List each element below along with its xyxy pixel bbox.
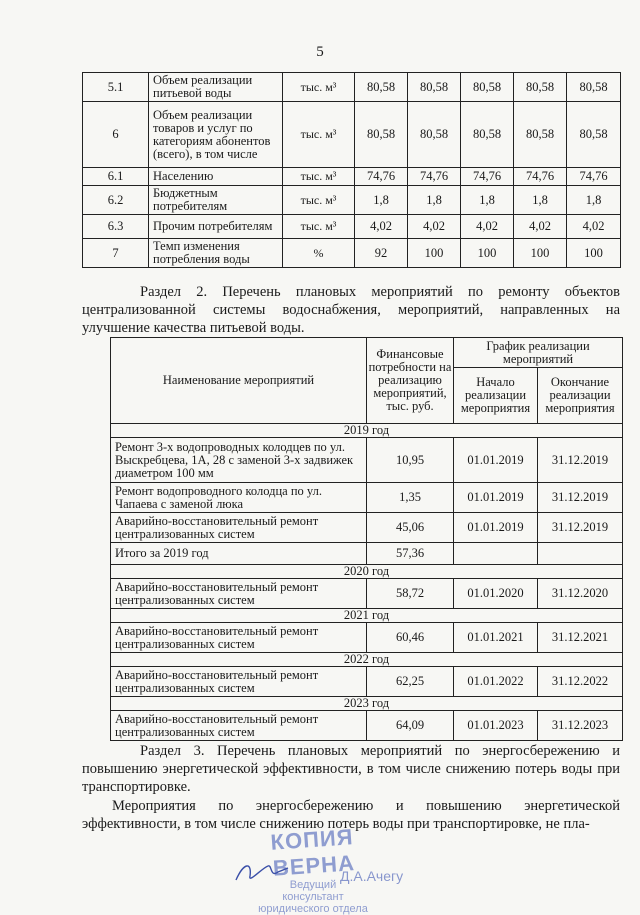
row-number: 6.2 [83,186,149,215]
value-cell: 80,58 [355,102,408,168]
unit: тыс. м³ [283,168,355,186]
indicator-row [83,102,621,168]
value-cell: 1,8 [355,186,408,215]
measure-start-date: 01.01.2023 [454,711,538,741]
year-row [111,697,623,711]
measure-amount: 10,95 [367,438,454,483]
indicator-row [83,186,621,215]
measure-amount: 57,36 [367,543,454,565]
value-cell: 80,58 [461,102,514,168]
value-cell: 74,76 [408,168,461,186]
year-label: 2019 год [111,424,623,438]
indicator-name: Объем реализации товаров и услуг по категориям абонентов (всего), в том числе [149,102,283,168]
measure-end-date: 31.12.2023 [538,711,623,741]
section3-heading: Раздел 3. Перечень плановых мероприятий по энергосбережению и повышению энергетической эффективности, в том числе снижению потерь воды при транспортировке. [82,743,620,795]
value-cell: 80,58 [567,102,621,168]
measure-end-date: 31.12.2019 [538,438,623,483]
measure-amount: 45,06 [367,513,454,543]
value-cell: 80,58 [461,73,514,102]
indicator-row [83,168,621,186]
measure-amount: 62,25 [367,667,454,697]
measure-name: Аварийно-восстановительный ремонт централизованных систем [111,513,367,543]
page-number: 5 [316,44,324,60]
row-number: 5.1 [83,73,149,102]
measure-row [111,579,623,609]
measure-start-date: 01.01.2019 [454,513,538,543]
value-cell: 100 [567,239,621,268]
value-cell: 74,76 [514,168,567,186]
value-cell: 92 [355,239,408,268]
indicator-name: Объем реализации питьевой воды [149,73,283,102]
col-header-finance: Финансовые потребности на реализацию мероприятий, тыс. руб. [367,338,454,424]
measure-start-date: 01.01.2019 [454,438,538,483]
value-cell: 100 [514,239,567,268]
value-cell: 80,58 [514,102,567,168]
unit: тыс. м³ [283,186,355,215]
measure-name: Аварийно-восстановительный ремонт централизованных систем [111,711,367,741]
measure-row [111,513,623,543]
measure-amount: 1,35 [367,483,454,513]
unit: тыс. м³ [283,102,355,168]
year-row [111,424,623,438]
indicator-row [83,73,621,102]
indicator-name: Бюджетным потребителям [149,186,283,215]
value-cell: 1,8 [408,186,461,215]
section2-heading: Раздел 2. Перечень плановых мероприятий по ремонту объектов централизованной системы водоснабжения, мероприятий, направленных на улучшение качества питьевой воды. [82,284,620,336]
measure-start-date: 01.01.2019 [454,483,538,513]
value-cell: 100 [461,239,514,268]
stamp-signer-name: Д.А.Ачегу [340,868,404,884]
measure-end-date: 31.12.2020 [538,579,623,609]
value-cell: 4,02 [514,215,567,239]
measure-amount: 64,09 [367,711,454,741]
measure-start-date: 01.01.2022 [454,667,538,697]
indicators-table [82,72,621,268]
measure-row [111,667,623,697]
value-cell: 1,8 [567,186,621,215]
measure-name: Аварийно-восстановительный ремонт централизованных систем [111,667,367,697]
measure-end-date [538,543,623,565]
col-header-schedule: График реализации мероприятий [454,338,623,368]
measure-start-date: 01.01.2021 [454,623,538,653]
measure-name: Ремонт 3-х водопроводных колодцев по ул. Выскребцева, 1А, 28 с заменой 3-х задвижек диаметром 100 мм [111,438,367,483]
signature-image [232,858,292,886]
unit: тыс. м³ [283,73,355,102]
col-header-name: Наименование мероприятий [111,338,367,424]
year-label: 2020 год [111,565,623,579]
row-number: 6 [83,102,149,168]
indicator-name: Населению [149,168,283,186]
value-cell: 80,58 [514,73,567,102]
year-row [111,653,623,667]
measure-start-date [454,543,538,565]
row-number: 6.1 [83,168,149,186]
indicator-row [83,215,621,239]
value-cell: 4,02 [355,215,408,239]
stamp-title: КОПИЯ ВЕРНА [269,824,356,881]
year-label: 2021 год [111,609,623,623]
measure-end-date: 31.12.2019 [538,513,623,543]
section3-paragraph: Мероприятия по энергосбережению и повышению энергетической эффективности, в том числе снижению потерь воды при транспортировке, не пла- [82,798,620,832]
year-row [111,609,623,623]
measure-row [111,711,623,741]
measure-row [111,483,623,513]
value-cell: 1,8 [514,186,567,215]
measure-name: Ремонт водопроводного колодца по ул. Чапаева с заменой люка [111,483,367,513]
value-cell: 80,58 [355,73,408,102]
year-label: 2022 год [111,653,623,667]
year-label: 2023 год [111,697,623,711]
value-cell: 80,58 [567,73,621,102]
measure-amount: 60,46 [367,623,454,653]
measure-amount: 58,72 [367,579,454,609]
value-cell: 4,02 [461,215,514,239]
row-number: 6.3 [83,215,149,239]
value-cell: 100 [408,239,461,268]
measure-row [111,623,623,653]
col-header-start: Начало реализации мероприятия [454,368,538,424]
value-cell: 4,02 [408,215,461,239]
col-header-end: Окончание реализации мероприятия [538,368,623,424]
measure-start-date: 01.01.2020 [454,579,538,609]
measure-row [111,543,623,565]
value-cell: 74,76 [567,168,621,186]
value-cell: 74,76 [355,168,408,186]
repair-measures-table [110,337,623,741]
indicator-row [83,239,621,268]
year-row [111,565,623,579]
measure-name: Аварийно-восстановительный ремонт централизованных систем [111,623,367,653]
stamp-role: Ведущий консультант юридического отдела [258,879,368,915]
value-cell: 4,02 [567,215,621,239]
measure-end-date: 31.12.2022 [538,667,623,697]
value-cell: 1,8 [461,186,514,215]
value-cell: 80,58 [408,102,461,168]
indicator-name: Прочим потребителям [149,215,283,239]
measure-end-date: 31.12.2019 [538,483,623,513]
unit: % [283,239,355,268]
indicator-name: Темп изменения потребления воды [149,239,283,268]
measure-name: Итого за 2019 год [111,543,367,565]
measure-row [111,438,623,483]
measure-end-date: 31.12.2021 [538,623,623,653]
value-cell: 80,58 [408,73,461,102]
unit: тыс. м³ [283,215,355,239]
measure-name: Аварийно-восстановительный ремонт централизованных систем [111,579,367,609]
value-cell: 74,76 [461,168,514,186]
row-number: 7 [83,239,149,268]
